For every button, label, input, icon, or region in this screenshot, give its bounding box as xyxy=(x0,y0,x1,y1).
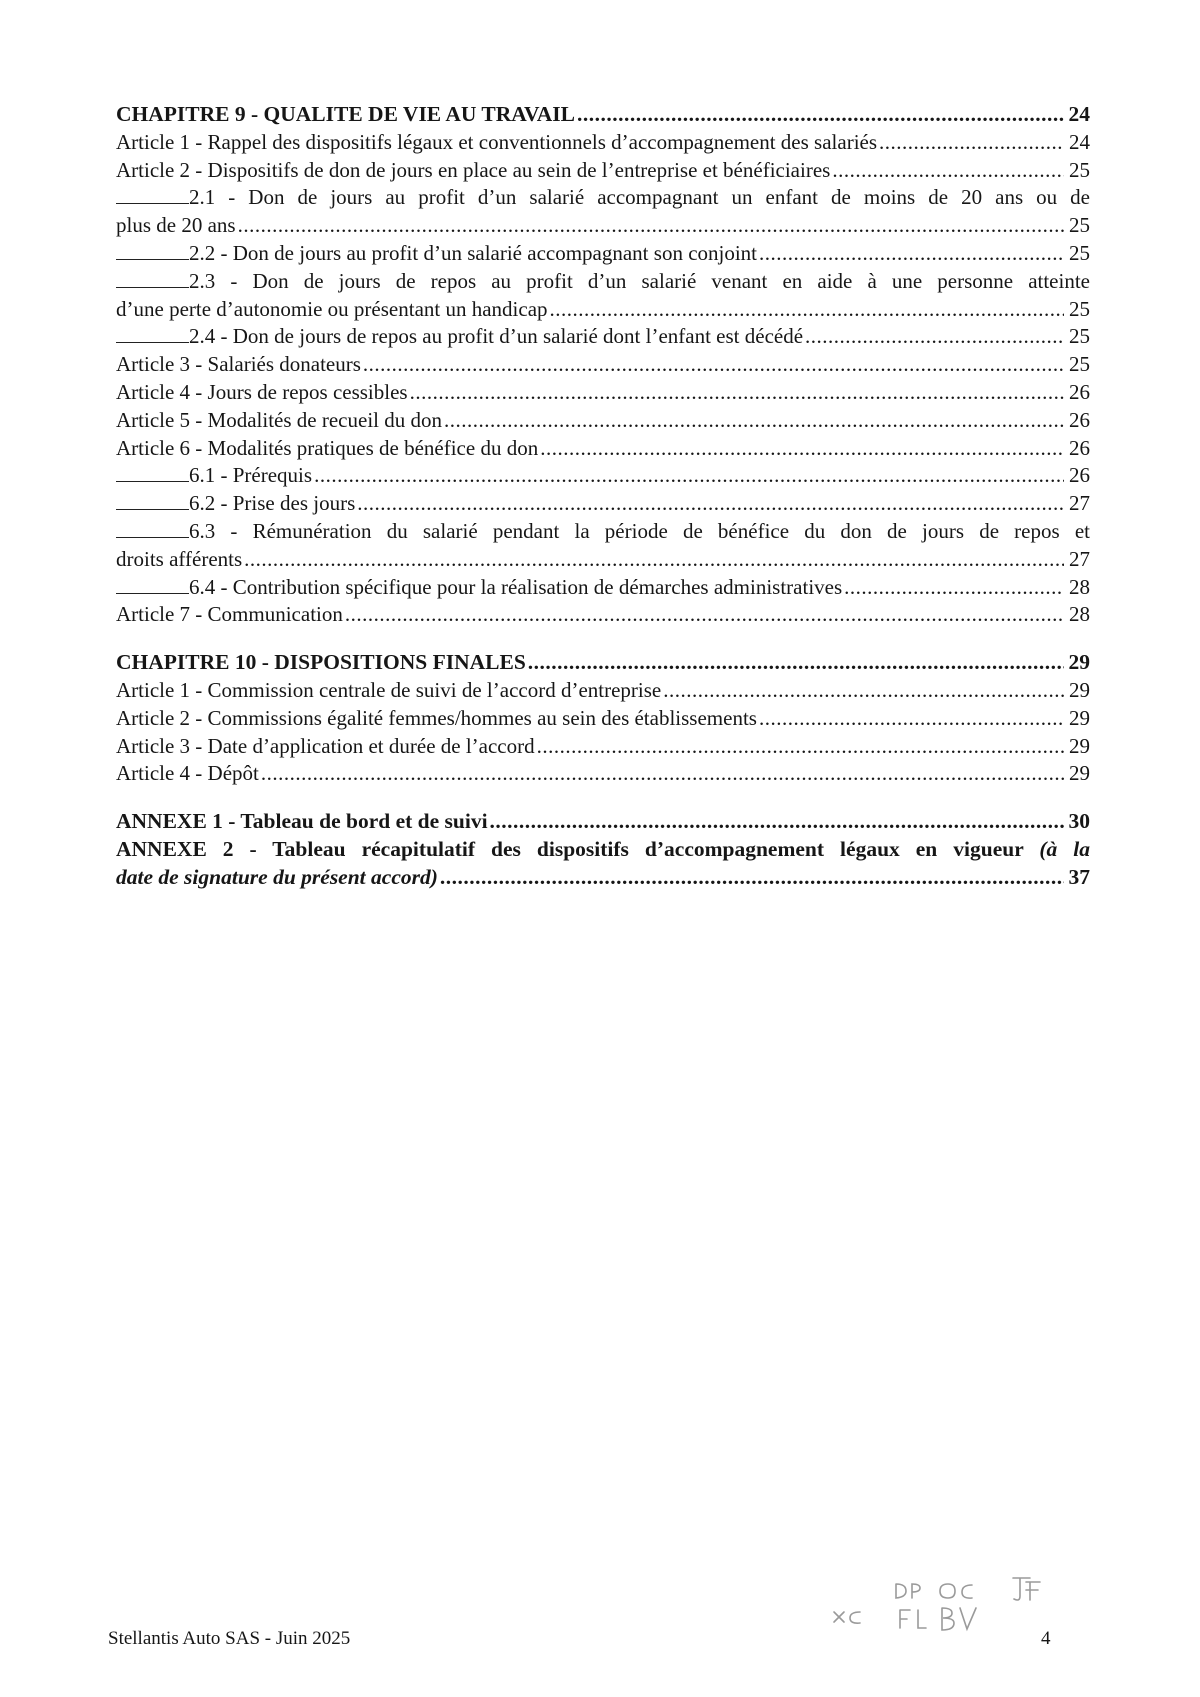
toc-page-number: 25 xyxy=(1069,296,1090,321)
toc-page-number: 37 xyxy=(1068,864,1090,889)
toc-entry-title: Article 1 - Rappel des dispositifs légaux et conventionnels d’accompagnement des salariés xyxy=(116,129,878,154)
toc-page-number: 26 xyxy=(1069,379,1090,404)
toc-entry-first-line xyxy=(116,184,1090,212)
indent-rule xyxy=(116,477,189,482)
toc-article[interactable] xyxy=(116,379,1090,407)
leader-dots xyxy=(805,323,1064,351)
toc-subsection[interactable] xyxy=(116,184,1090,240)
leader-dots xyxy=(540,435,1064,463)
toc-entry-first-line xyxy=(116,268,1090,296)
leader-dots xyxy=(440,864,1064,892)
footer-company-date: Stellantis Auto SAS - Juin 2025 xyxy=(108,1628,351,1649)
toc-subsection[interactable] xyxy=(116,268,1090,324)
leader-dots xyxy=(314,462,1064,490)
table-of-contents xyxy=(116,101,1090,892)
leader-dots xyxy=(244,546,1064,574)
leader-dots xyxy=(550,296,1064,324)
toc-chapter-9[interactable] xyxy=(116,101,1090,129)
toc-entry-title: Article 2 - Commissions égalité femmes/hommes au sein des établissements xyxy=(116,705,757,730)
toc-article[interactable] xyxy=(116,733,1090,761)
toc-entry-continuation: date de signature du présent accord) xyxy=(116,864,438,889)
toc-subsection[interactable] xyxy=(116,240,1090,268)
toc-subsection[interactable] xyxy=(116,323,1090,351)
toc-article[interactable] xyxy=(116,407,1090,435)
toc-page-number: 28 xyxy=(1069,602,1090,627)
toc-annex-2[interactable] xyxy=(116,836,1090,892)
toc-subsection[interactable] xyxy=(116,574,1090,602)
toc-page-number: 25 xyxy=(1069,324,1090,349)
toc-page-number: 26 xyxy=(1069,463,1090,488)
toc-page-number: 29 xyxy=(1069,705,1090,730)
handwritten-initials xyxy=(830,1572,1070,1642)
leader-dots xyxy=(490,808,1064,836)
leader-dots xyxy=(577,101,1064,129)
page-number: 4 xyxy=(1041,1628,1051,1649)
indent-rule xyxy=(116,283,189,288)
toc-subsection[interactable] xyxy=(116,490,1090,518)
indent-rule xyxy=(116,199,189,204)
toc-entry-italic: (à la xyxy=(1039,836,1090,861)
toc-article[interactable] xyxy=(116,601,1090,629)
leader-dots xyxy=(238,212,1064,240)
toc-article[interactable] xyxy=(116,677,1090,705)
toc-entry-continuation: droits afférents xyxy=(116,546,243,571)
toc-page-number: 29 xyxy=(1069,733,1090,758)
leader-dots xyxy=(537,733,1064,761)
leader-dots xyxy=(759,240,1064,268)
toc-entry-title: CHAPITRE 10 - DISPOSITIONS FINALES xyxy=(116,650,526,675)
leader-dots xyxy=(345,601,1064,629)
toc-entry-continuation: plus de 20 ans xyxy=(116,213,236,238)
toc-entry-title: 6.1 - Prérequis xyxy=(189,463,313,488)
toc-entry-title: Article 6 - Modalités pratiques de bénéfice du don xyxy=(116,435,539,460)
toc-entry-first-line xyxy=(116,518,1090,546)
toc-page-number: 28 xyxy=(1069,574,1090,599)
toc-entry-title: Article 4 - Jours de repos cessibles xyxy=(116,379,408,404)
toc-entry-title: Article 4 - Dépôt xyxy=(116,761,259,786)
toc-article[interactable] xyxy=(116,435,1090,463)
toc-entry-continuation: d’une perte d’autonomie ou présentant un handicap xyxy=(116,296,548,321)
toc-page-number: 26 xyxy=(1069,435,1090,460)
toc-page-number: 29 xyxy=(1069,677,1090,702)
toc-article[interactable] xyxy=(116,351,1090,379)
toc-article[interactable] xyxy=(116,760,1090,788)
toc-chapter-10[interactable] xyxy=(116,649,1090,677)
toc-entry-title: 2.1 - Don de jours au profit d’un salarié accompagnant un enfant de moins de 20 ans ou de xyxy=(189,185,1090,210)
toc-entry-title: 2.4 - Don de jours de repos au profit d’un salarié dont l’enfant est décédé xyxy=(189,324,804,349)
leader-dots xyxy=(410,379,1064,407)
toc-page-number: 30 xyxy=(1068,809,1090,834)
toc-entry-title: Article 2 - Dispositifs de don de jours en place au sein de l’entreprise et bénéficiaires xyxy=(116,157,831,182)
leader-dots xyxy=(528,649,1064,677)
toc-page-number: 29 xyxy=(1069,761,1090,786)
toc-entry-title: 6.4 - Contribution spécifique pour la réalisation de démarches administratives xyxy=(189,574,843,599)
toc-entry-title: Article 3 - Salariés donateurs xyxy=(116,352,361,377)
toc-entry-title: Article 5 - Modalités de recueil du don xyxy=(116,407,442,432)
toc-annex-1[interactable] xyxy=(116,808,1090,836)
toc-page-number: 25 xyxy=(1069,213,1090,238)
toc-subsection[interactable] xyxy=(116,462,1090,490)
toc-entry-title: ANNEXE 2 - Tableau récapitulatif des dispositifs d’accompagnement légaux en vigueur xyxy=(116,836,1024,861)
toc-page-number: 26 xyxy=(1069,407,1090,432)
toc-page-number: 25 xyxy=(1069,352,1090,377)
toc-article[interactable] xyxy=(116,129,1090,157)
toc-entry-title: 6.2 - Prise des jours xyxy=(189,491,356,516)
leader-dots xyxy=(832,157,1064,185)
leader-dots xyxy=(759,705,1064,733)
indent-rule xyxy=(116,505,189,510)
toc-page-number: 24 xyxy=(1069,129,1090,154)
toc-entry-title: 6.3 - Rémunération du salarié pendant la période de bénéfice du don de jours de repos et xyxy=(189,518,1090,543)
leader-dots xyxy=(844,574,1064,602)
leader-dots xyxy=(879,129,1064,157)
toc-page-number: 24 xyxy=(1068,102,1090,126)
toc-entry-title: 2.2 - Don de jours au profit d’un salarié accompagnant son conjoint xyxy=(189,240,758,265)
toc-entry-title: Article 1 - Commission centrale de suivi de l’accord d’entreprise xyxy=(116,677,662,702)
toc-entry-first-line xyxy=(116,836,1090,864)
toc-entry-title: ANNEXE 1 - Tableau de bord et de suivi xyxy=(116,809,488,834)
toc-entry-title: Article 7 - Communication xyxy=(116,602,343,627)
toc-page-number: 25 xyxy=(1069,240,1090,265)
toc-entry-title: CHAPITRE 9 - QUALITE DE VIE AU TRAVAIL xyxy=(116,102,575,126)
toc-article[interactable] xyxy=(116,157,1090,185)
leader-dots xyxy=(363,351,1064,379)
toc-page-number: 25 xyxy=(1069,157,1090,182)
toc-page-number: 29 xyxy=(1068,650,1090,675)
indent-rule xyxy=(116,589,189,594)
toc-entry-title: 2.3 - Don de jours de repos au profit d’un salarié venant en aide à une personne atteinte xyxy=(189,268,1090,293)
indent-rule xyxy=(116,338,189,343)
toc-entry-title: Article 3 - Date d’application et durée de l’accord xyxy=(116,733,535,758)
toc-page-number: 27 xyxy=(1069,491,1090,516)
toc-page-number: 27 xyxy=(1069,546,1090,571)
indent-rule xyxy=(116,533,189,538)
indent-rule xyxy=(116,255,189,260)
toc-subsection[interactable] xyxy=(116,518,1090,574)
leader-dots xyxy=(663,677,1064,705)
leader-dots xyxy=(444,407,1064,435)
leader-dots xyxy=(261,760,1064,788)
leader-dots xyxy=(357,490,1064,518)
toc-article[interactable] xyxy=(116,705,1090,733)
